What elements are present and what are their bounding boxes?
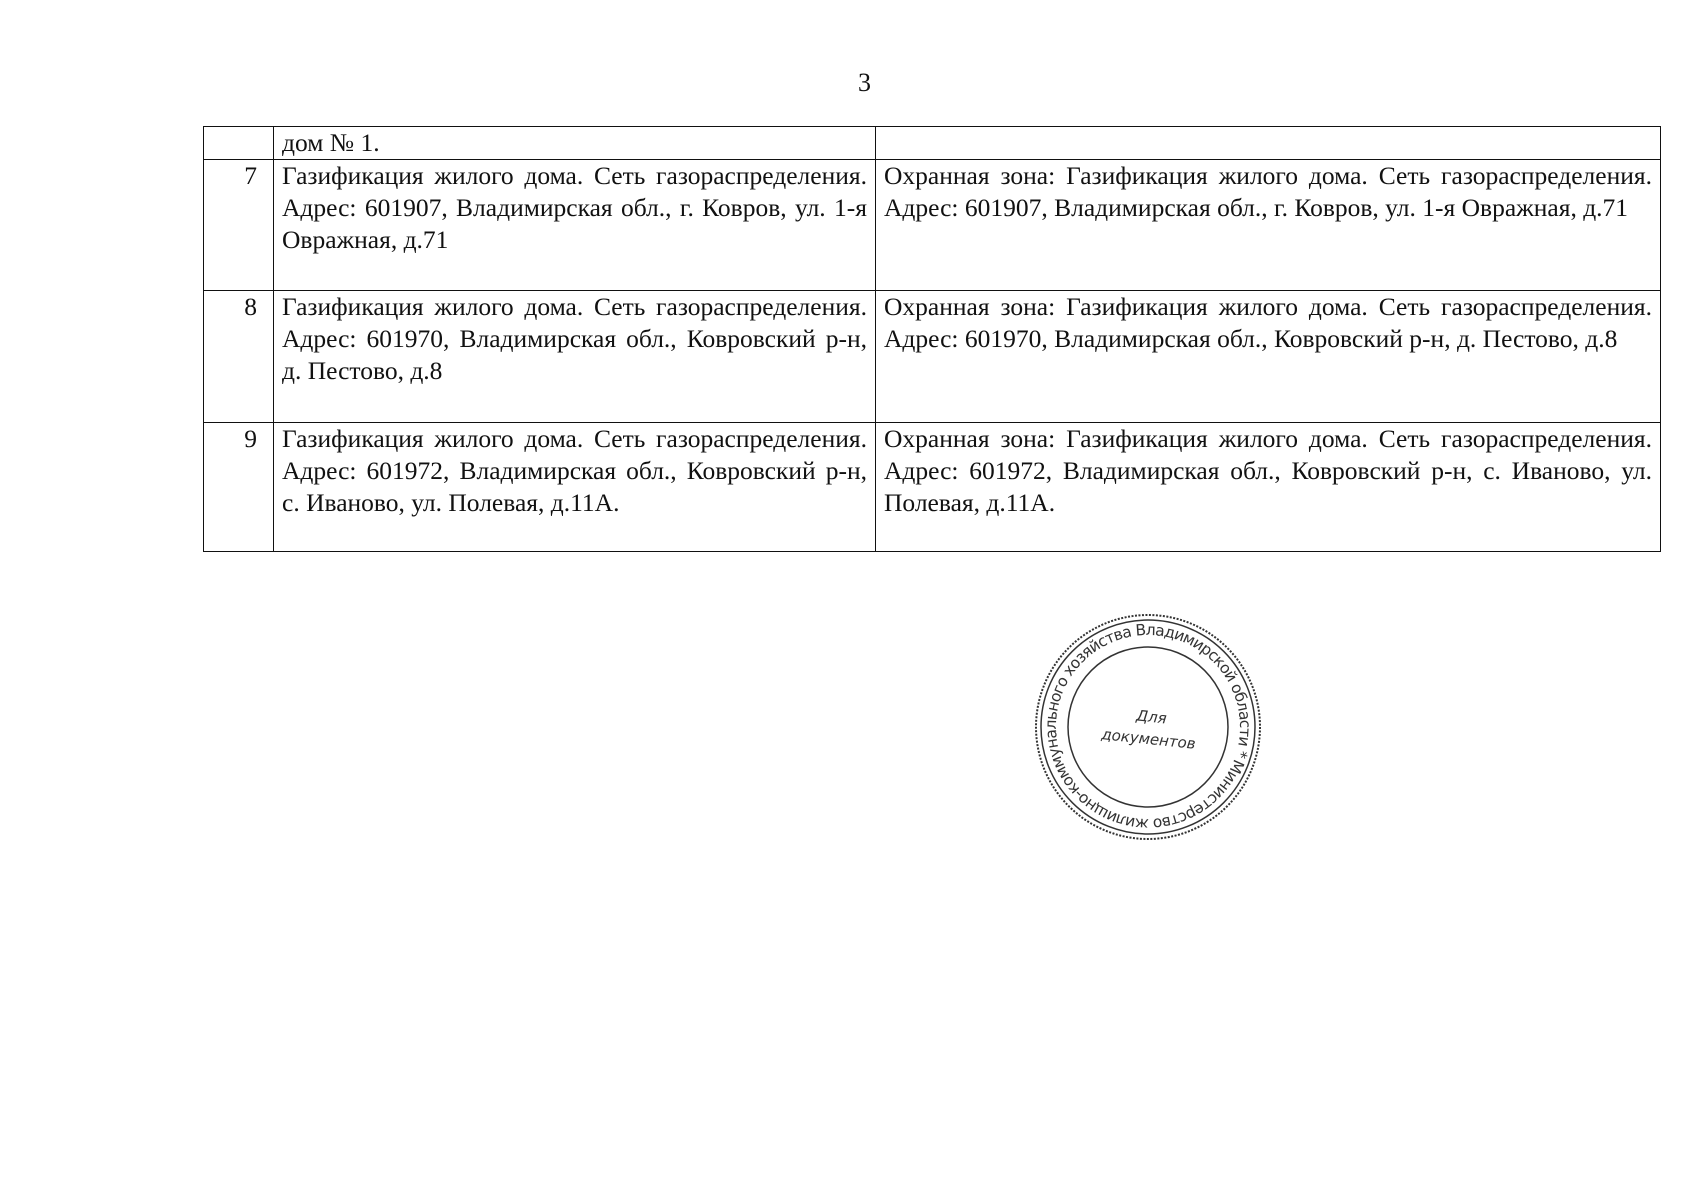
row-number: 9	[204, 423, 274, 552]
table-row	[204, 160, 1661, 291]
table-row	[204, 423, 1661, 552]
zone-cell	[876, 127, 1661, 160]
table-row	[204, 291, 1661, 423]
official-stamp	[1033, 612, 1263, 842]
stamp-ring-text: Министерство жилищно-коммунального хозяйства Владимирской области *	[1041, 620, 1255, 834]
zone-cell: Охранная зона: Газификация жилого дома. Сеть газораспределения. Адрес: 601907, Владимирская обл., г. Ковров, ул. 1-я Овражная, д.71	[876, 160, 1661, 291]
object-cell: Газификация жилого дома. Сеть газораспределения. Адрес: 601907, Владимирская обл., г. Ковров, ул. 1-я Овражная, д.71	[274, 160, 876, 291]
row-number: 7	[204, 160, 274, 291]
table-row	[204, 127, 1661, 160]
stamp-center-line1: Для	[1135, 706, 1168, 728]
zone-cell: Охранная зона: Газификация жилого дома. Сеть газораспределения. Адрес: 601972, Владимирская обл., Ковровский р-н, с. Иваново, ул. Полевая, д.11А.	[876, 423, 1661, 552]
row-number	[204, 127, 274, 160]
zones-table	[203, 126, 1661, 552]
row-number: 8	[204, 291, 274, 423]
object-cell: Газификация жилого дома. Сеть газораспределения. Адрес: 601972, Владимирская обл., Ковровский р-н, с. Иваново, ул. Полевая, д.11А.	[274, 423, 876, 552]
zone-cell: Охранная зона: Газификация жилого дома. Сеть газораспределения. Адрес: 601970, Владимирская обл., Ковровский р-н, д. Пестово, д.8	[876, 291, 1661, 423]
stamp-center-line2: документов	[1100, 725, 1197, 753]
object-cell: дом № 1.	[274, 127, 876, 160]
object-cell: Газификация жилого дома. Сеть газораспределения. Адрес: 601970, Владимирская обл., Ковровский р-н, д. Пестово, д.8	[274, 291, 876, 423]
page-number: 3	[858, 68, 871, 97]
